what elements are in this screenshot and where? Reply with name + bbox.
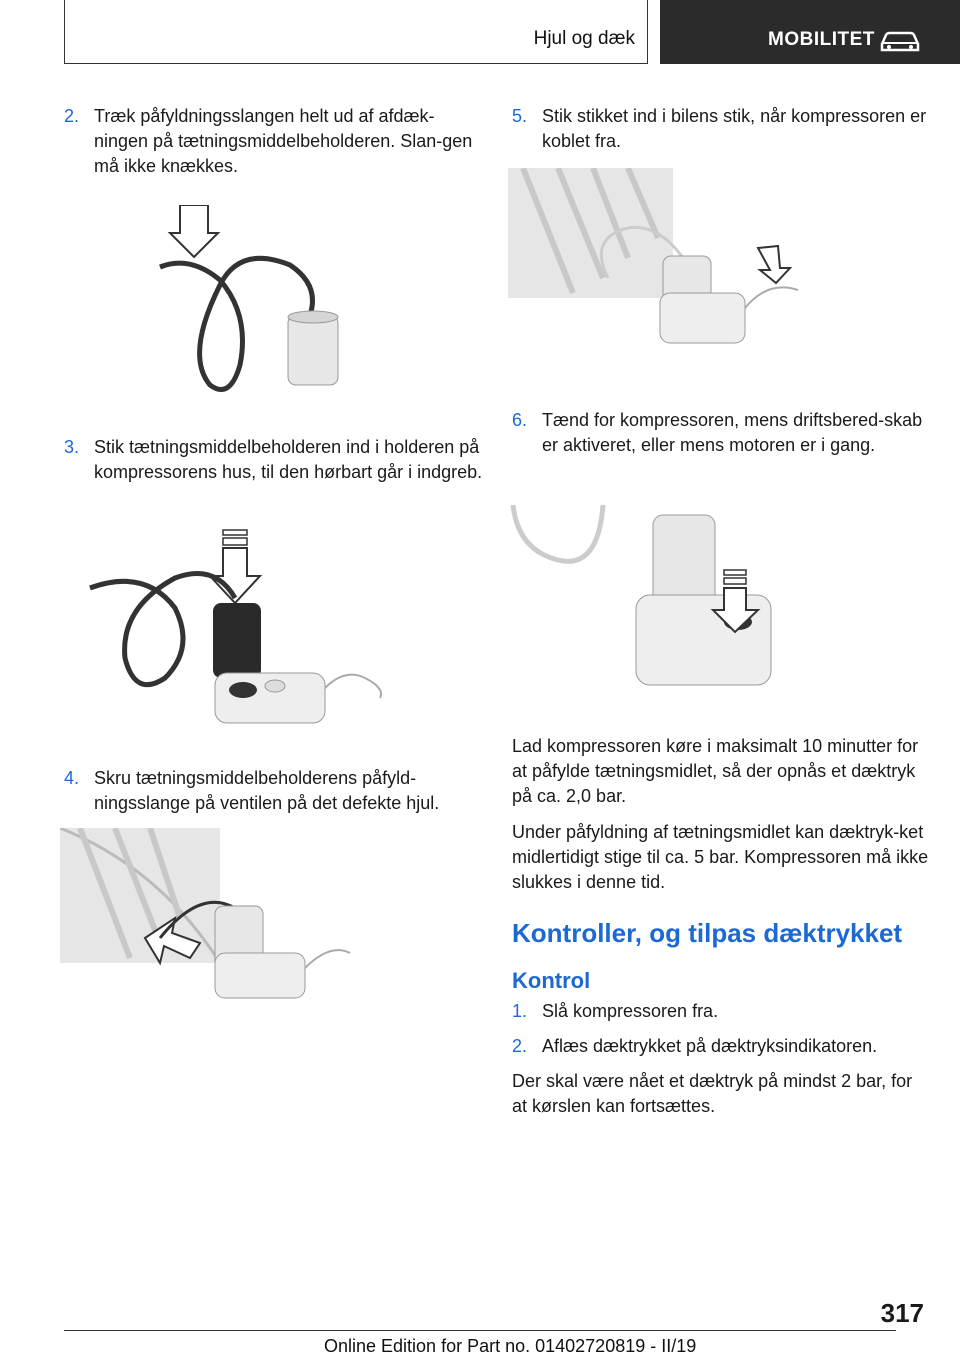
figure-wheel-valve <box>60 828 360 1003</box>
step-5 <box>512 104 932 154</box>
footer-rule <box>64 1330 896 1331</box>
step-2 <box>64 104 484 179</box>
step-number: 4. <box>64 768 80 788</box>
step-number: 6. <box>512 410 528 430</box>
check-step-2 <box>512 1034 932 1059</box>
step-text: Træk påfyldningsslangen helt ud af afdæk-ningen på tætningsmiddelbeholderen. Slan-gen må ikke knækkes. <box>94 106 473 176</box>
chapter-tab <box>660 0 960 64</box>
step-number: 2. <box>512 1036 528 1056</box>
section-title: Hjul og dæk <box>533 28 635 49</box>
paragraph-min-pressure: Der skal være nået et dæktryk på mindst 2 bar, for at kørslen kan fortsættes. <box>512 1071 913 1116</box>
step-number: 3. <box>64 437 80 457</box>
check-step-1 <box>512 999 932 1024</box>
car-icon <box>878 28 922 54</box>
arrow-down-icon <box>758 246 790 283</box>
step-text: Skru tætningsmiddelbeholderens påfyld-ningsslange på ventilen på det defekte hjul. <box>94 768 440 813</box>
footer-edition: Online Edition for Part no. 01402720819 - II/19 <box>324 1336 697 1356</box>
subsection-heading: Kontrol <box>512 968 591 993</box>
figure-pull-hose <box>150 205 360 400</box>
arrow-down-icon <box>170 205 218 257</box>
figure-compressor-on <box>508 500 798 700</box>
figure-insert-container <box>85 528 395 738</box>
step-text: Aflæs dæktrykket på dæktryksindikatoren. <box>542 1036 878 1056</box>
page-number: 317 <box>880 1298 924 1328</box>
step-number: 1. <box>512 1001 528 1021</box>
step-number: 5. <box>512 106 528 126</box>
paragraph-pressure-rise: Under påfyldning af tætningsmidlet kan dæktryk-ket midlertidigt stige til ca. 5 bar. Kompressoren må ikke slukkes i denne tid. <box>512 822 929 892</box>
header-frame <box>64 0 648 64</box>
chapter-tab-label: MOBILITET <box>768 29 875 50</box>
step-6 <box>512 408 932 458</box>
paragraph-run-time: Lad kompressoren køre i maksimalt 10 minutter for at påfylde tætningsmidlet, så der opnås et dæktryk på ca. 2,0 bar. <box>512 736 919 806</box>
step-text: Stik tætningsmiddelbeholderen ind i holderen på kompressorens hus, til den hørbart går i indgreb. <box>94 437 483 482</box>
step-4 <box>64 766 484 816</box>
step-3 <box>64 435 484 485</box>
step-text: Stik stikket ind i bilens stik, når kompressoren er koblet fra. <box>542 106 927 151</box>
step-text: Slå kompressoren fra. <box>542 1001 719 1021</box>
section-heading: Kontroller, og tilpas dæktrykket <box>512 918 903 948</box>
figure-plug-socket <box>508 168 818 353</box>
step-text: Tænd for kompressoren, mens driftsbered-skab er aktiveret, eller mens motoren er i gang. <box>542 410 923 455</box>
step-number: 2. <box>64 106 80 126</box>
